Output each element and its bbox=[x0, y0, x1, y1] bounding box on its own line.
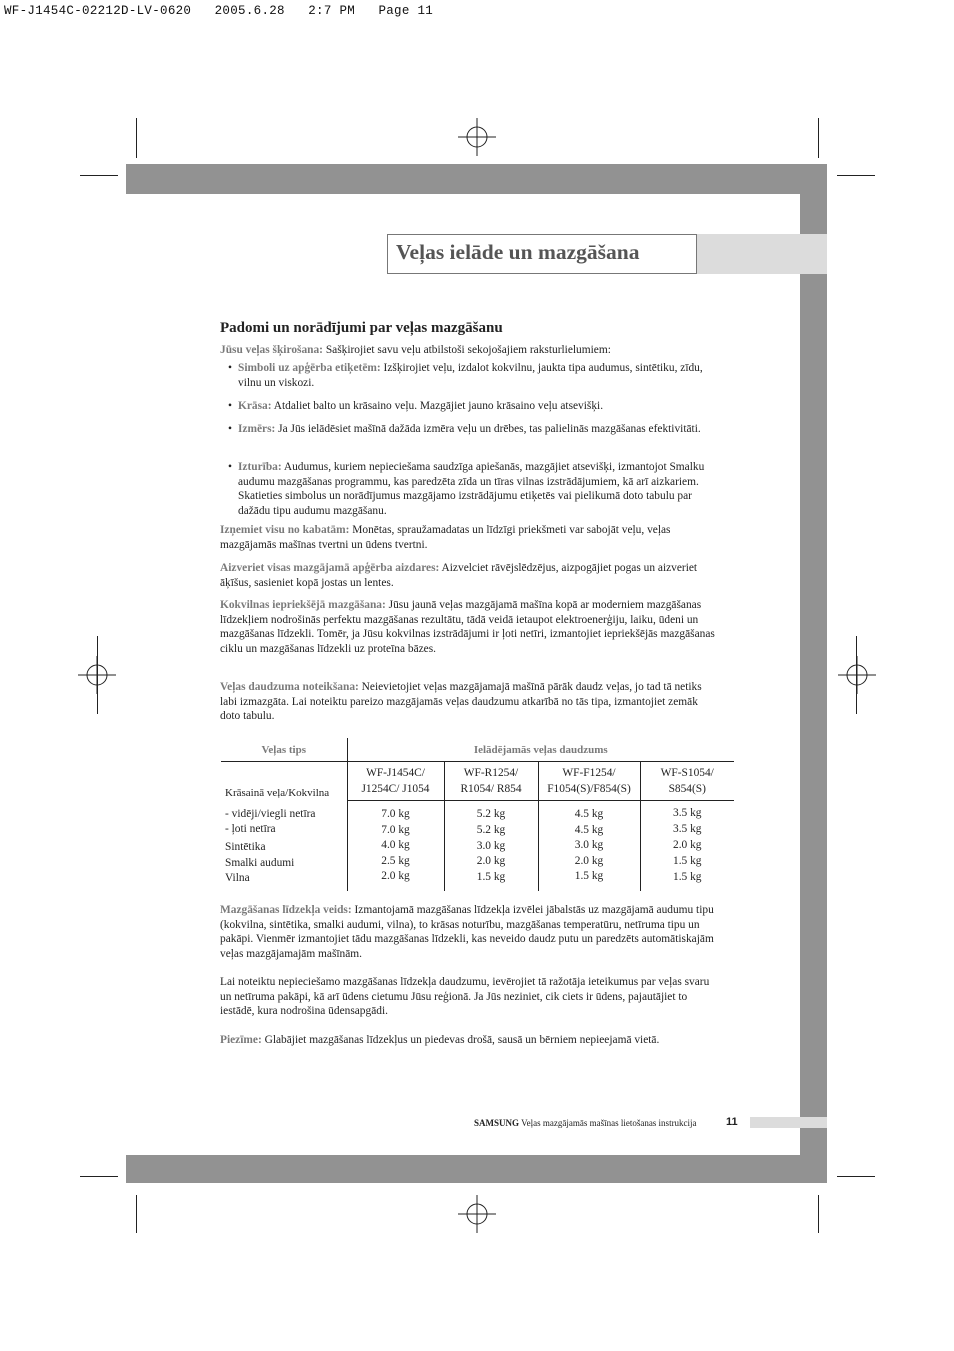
table-cell bbox=[444, 762, 538, 801]
table-cell bbox=[347, 762, 444, 801]
table-cell bbox=[640, 801, 734, 891]
registration-mark-icon bbox=[458, 1195, 496, 1233]
value: 1.5 kg bbox=[673, 855, 702, 867]
crop-mark bbox=[97, 636, 98, 714]
paragraph-label: Mazgāšanas līdzekļa veids: bbox=[220, 904, 352, 916]
list-item bbox=[228, 460, 708, 518]
value: 1.5 kg bbox=[673, 871, 702, 883]
paragraph-label: Veļas daudzuma noteikšana: bbox=[220, 681, 359, 693]
footer-text bbox=[474, 1118, 697, 1128]
paragraph-text: Izmantojamā mazgāšanas līdzekļa izvēlei jābalstās uz mazgājamā audumu tipu (kokvilna, sintētika, smalki audumi, vilna), to krāsas noturību, mazgāšanas temperatūru, netīruma tipu un pakāpi. Vienmēr izmantojiet tādu mazgāšanas līdzekli, kas neveido daudz putu un paredzēts automātiskajām veļas mazgājamajām mašīnām. bbox=[220, 904, 714, 960]
value: 1.5 kg bbox=[476, 871, 506, 884]
footer-bar bbox=[750, 1117, 827, 1128]
model-name: J1254C/ J1054 bbox=[361, 783, 430, 795]
table-cell bbox=[640, 762, 734, 801]
paragraph-text: Monētas, spraužamadatas un līdzīgi priekšmeti var sabojāt veļu, veļas mazgājamās mašīnas tvertni un ūdens tvertni. bbox=[220, 524, 671, 551]
value: 1.5 kg bbox=[574, 870, 604, 883]
page-frame-right bbox=[800, 164, 827, 1183]
value: 3.5 kg bbox=[673, 823, 702, 835]
registration-mark-icon bbox=[458, 118, 496, 156]
value: 4.5 kg bbox=[574, 823, 604, 836]
table-row bbox=[221, 762, 734, 801]
paragraph-detergent-type bbox=[220, 903, 720, 961]
list-item bbox=[228, 399, 708, 414]
crop-mark bbox=[856, 636, 857, 714]
table-row bbox=[221, 801, 734, 891]
paragraph-load-size bbox=[220, 680, 720, 724]
paragraph-text: Aizvelciet rāvējslēdzējus, aizpogājiet pogas un aizveriet āķīšus, sasieniet kopā jostas un lentes. bbox=[220, 562, 698, 589]
bullet-text: Ja Jūs ielādēsiet mašīnā dažāda izmēra veļu un drēbes, tas palielinās mazgāšanas efektivitāti. bbox=[275, 423, 701, 435]
crop-mark bbox=[837, 175, 875, 176]
value: 4.5 kg bbox=[574, 808, 604, 820]
crop-mark bbox=[80, 175, 118, 176]
value: 2.0 kg bbox=[381, 870, 410, 883]
row-label: - ļoti netīra bbox=[225, 822, 276, 835]
paragraph-text: Jūsu jaunā veļas mazgājamā mašīna kopā ar moderniem mazgāšanas līdzekļiem nodrošinās perfektu mazgāšanas rezultātu, tādā veidā ietaupot elektroenerģiju, laiku, ūdeni un mazgāšanas līdzekli. Tomēr, ja Jūsu kokvilnas izstrādājumi ir ļoti netīri, izmantojiet iepriekšējās mazgāšanas ciklu un mazgāšanas līdzekli uz proteīna bāzes. bbox=[220, 599, 715, 655]
value: 2.0 kg bbox=[673, 839, 702, 851]
bullet-label: Izturība: bbox=[238, 461, 282, 473]
crop-mark bbox=[818, 1195, 819, 1233]
row-label: - vidēji/viegli netīra bbox=[225, 807, 316, 820]
intro-text: Sašķirojiet savu veļu atbilstoši sekojošajiem raksturlielumiem: bbox=[322, 344, 611, 356]
registration-mark-icon bbox=[838, 656, 876, 694]
value: 2.0 kg bbox=[574, 854, 604, 867]
section-title: Padomi un norādījumi par veļas mazgāšanu bbox=[220, 320, 503, 336]
table-cell: Krāsainā veļa/Kokvilna bbox=[225, 786, 330, 799]
crop-mark bbox=[136, 118, 137, 158]
table-cell bbox=[538, 762, 640, 801]
page-frame-bottom bbox=[126, 1155, 827, 1183]
bullet-text: Audumus, kuriem nepieciešama saudzīga apiešanās, mazgājiet atsevišķi, izmantojot Smalku audumu mazgāšanas programmu, kas paredzēta zīda un tīras vilnas izstrādājumiem, kā arī aizkariem. Skatieties simbolus un norādījumus mazgājamo izstrādājumu etiķetēs vai pielikumā doto tabulu par dažādu tipu audumu mazgāšanu. bbox=[238, 461, 705, 517]
value: 2.0 kg bbox=[476, 855, 506, 868]
table-header-row bbox=[221, 738, 734, 762]
bullet-text: Atdaliet balto un krāsaino veļu. Mazgājiet jauno krāsaino veļu atsevišķi. bbox=[271, 400, 604, 412]
bullet-label: Simboli uz apģērba etiķetēm: bbox=[238, 362, 381, 374]
model-name: WF-R1254/ bbox=[463, 767, 519, 779]
table-cell bbox=[538, 801, 640, 891]
value: 3.5 kg bbox=[673, 807, 702, 819]
title-shade bbox=[697, 234, 827, 274]
crop-mark bbox=[80, 1176, 118, 1177]
model-name: WF-J1454C/ bbox=[366, 767, 425, 779]
value: 3.0 kg bbox=[574, 839, 604, 852]
paragraph-fasteners bbox=[220, 561, 720, 590]
list-item bbox=[228, 422, 708, 437]
paragraph-pockets bbox=[220, 523, 720, 552]
paragraph-text: Glabājiet mazgāšanas līdzekļus un piedevas drošā, sausā un bērniem nepieejamā vietā. bbox=[261, 1034, 660, 1046]
print-header: WF-J1454C-02212D-LV-0620 2005.6.28 2:7 PM Page 11 bbox=[4, 4, 434, 18]
page-number: 11 bbox=[726, 1116, 738, 1128]
paragraph-prewash bbox=[220, 598, 720, 656]
intro-paragraph bbox=[220, 343, 720, 358]
model-name: WF-S1054/ bbox=[660, 767, 714, 779]
model-name: S854(S) bbox=[668, 783, 706, 795]
value: 5.2 kg bbox=[476, 823, 506, 836]
column-header: Veļas tips bbox=[221, 738, 347, 762]
table-cell bbox=[347, 801, 444, 891]
model-name: WF-F1254/ bbox=[562, 767, 616, 779]
paragraph-detergent-amount: Lai noteiktu nepieciešamo mazgāšanas līdzekļa daudzumu, ievērojiet tā ražotāja ieteikumus par veļas svaru un netīruma pakāpi, kā arī ūdens cietumu Jūsu reģionā. Ja Jūs neziniet, cik ciets ir ūdens, pajautājiet to iestādē, kura nodrošina ūdensapgādi. bbox=[220, 976, 710, 1018]
row-label: Smalki audumi bbox=[225, 856, 295, 869]
paragraph-label: Kokvilnas iepriekšējā mazgāšana: bbox=[220, 599, 386, 611]
column-header: Ielādējamās veļas daudzums bbox=[347, 738, 734, 762]
value: 3.0 kg bbox=[476, 839, 506, 852]
row-label: Vilna bbox=[225, 872, 250, 885]
table-cell bbox=[221, 801, 347, 891]
model-name: F1054(S)/F854(S) bbox=[547, 783, 631, 795]
value: 4.0 kg bbox=[381, 839, 410, 852]
footer-manual-title: Veļas mazgājamās mašīnas lietošanas instrukcija bbox=[519, 1118, 697, 1128]
table-cell bbox=[444, 801, 538, 891]
paragraph-label: Izņemiet visu no kabatām: bbox=[220, 524, 350, 536]
model-name: R1054/ R854 bbox=[460, 783, 522, 795]
row-label: Sintētika bbox=[225, 841, 266, 854]
crop-mark bbox=[818, 118, 819, 158]
bullet-label: Krāsa: bbox=[238, 400, 272, 412]
paragraph-label: Piezīme: bbox=[220, 1034, 262, 1046]
crop-mark bbox=[837, 1176, 875, 1177]
page-title: Veļas ielāde un mazgāšana bbox=[396, 240, 640, 264]
paragraph-text: Neievietojiet veļas mazgājamajā mašīnā pārāk daudz veļas, jo tad tā netiks labi izmazgāta. Lai noteiktu pareizo mazgājamās veļas daudzumu atkarībā no tās tipa, izmantojiet zemāk doto tabulu. bbox=[220, 681, 702, 723]
bullet-label: Izmērs: bbox=[238, 423, 276, 435]
intro-label: Jūsu veļas šķirošana: bbox=[220, 344, 323, 356]
list-item bbox=[228, 361, 708, 390]
value: 7.0 kg bbox=[381, 808, 410, 820]
value: 7.0 kg bbox=[381, 823, 410, 836]
paragraph-label: Aizveriet visas mazgājamā apģērba aizdares: bbox=[220, 562, 440, 574]
value: 2.5 kg bbox=[381, 854, 410, 867]
footer-brand: SAMSUNG bbox=[474, 1118, 520, 1128]
paragraph-note bbox=[220, 1033, 720, 1048]
page-frame-top bbox=[126, 164, 827, 194]
value: 5.2 kg bbox=[476, 808, 506, 820]
bullet-text: Izšķirojiet veļu, izdalot kokvilnu, jaukta tipa audumus, sintētiku, zīdu, vilnu un viskozi. bbox=[238, 362, 703, 389]
load-table bbox=[221, 738, 734, 891]
crop-mark bbox=[136, 1195, 137, 1233]
